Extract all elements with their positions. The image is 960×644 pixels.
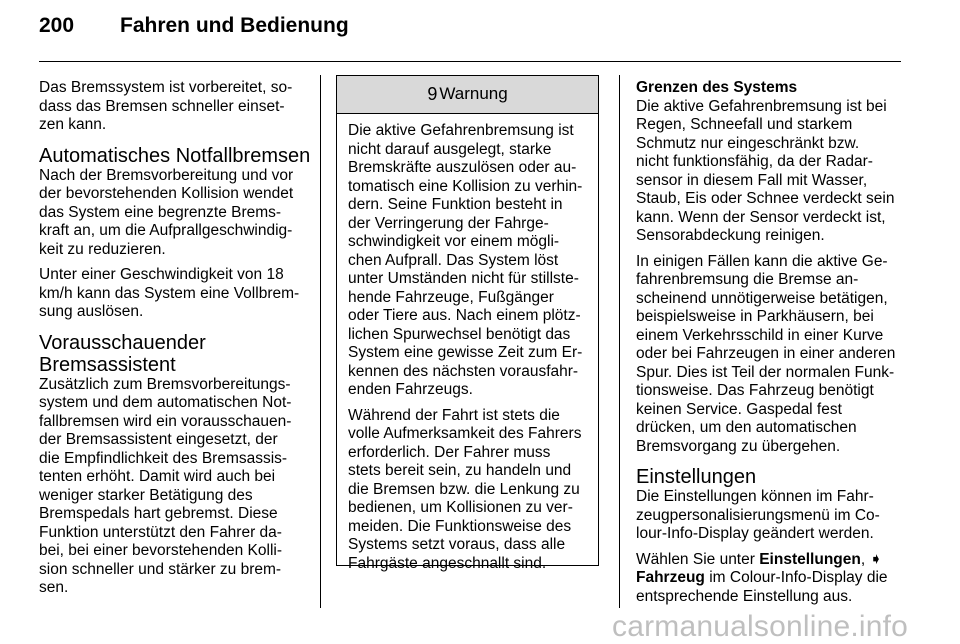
warning-box (336, 75, 599, 572)
menu-arrow-icon: ➧ (869, 550, 883, 568)
warning-icon: 9 (427, 84, 438, 105)
heading-grenzen: Grenzen des Systems (636, 79, 798, 96)
column-divider-right (619, 75, 620, 608)
warning-header (337, 76, 598, 114)
einstellungen-paragraph-2: Wählen Sie unter Einstellungen, ➧ Fahrzeug im Colour-Info-Display die entsprechende Einstellung aus. (636, 550, 888, 605)
menu-path-einstellungen: Einstellungen (759, 550, 861, 568)
heading-einstellungen: Einstellungen (636, 466, 757, 488)
page-number: 200 (39, 14, 75, 37)
heading-notbremsen: Automatisches Notfallbremsen (39, 144, 311, 167)
header-rule (39, 61, 901, 62)
notbremsen-paragraph-2: Unter einer Geschwindigkeit von 18 km/h kann das System eine Vollbrem- sung auslösen. (39, 266, 300, 320)
notbremsen-paragraph-1: Nach der Bremsvorbereitung und vor der bevorstehenden Kollision wendet das System eine begrenzte Brems- kraft an, um die Aufprallgeschwindig- keit zu reduzieren. (39, 166, 294, 258)
heading-bremsassistent: Vorausschauender Bremsassistent (39, 331, 206, 376)
grenzen-paragraph-2: In einigen Fällen kann die aktive Ge- fahrenbremsung die Bremse an- scheinend unnötigerweise betätigen, beispielsweise in Parkhäusern, bei einem Verkehrsschild in einer Kurve oder bei Fahrzeugen in einer anderen Spur. Dies ist Teil der normalen Funk- tionsweise. Das Fahrzeug benötigt keinen Service. Gaspedal fest drücken, um den automatischen Bremsvorgang zu übergehen. (636, 252, 896, 455)
warning-paragraph-1: Die aktive Gefahrenbremsung ist nicht darauf ausgelegt, starke Bremskräfte auszulösen oder au- tomatisch eine Kollision zu verhin- dern. Seine Funktion besteht in der Verringerung der Fahrge- schwindigkeit vor einem mögli- chen Aufprall. Das System löst unter Umständen nicht für stillste- hende Fahrzeuge, Fußgänger oder Tiere aus. Nach einem plötz- lichen Spurwechsel benötigt das System eine gewisse Zeit zum Er- kennen des nächsten vorausfahr- enden Fahrzeugs. (348, 122, 583, 398)
bremsassistent-paragraph: Zusätzlich zum Bremsvorbereitungs- system und dem automatischen Not- fallbremsen wird ein vorausschauen- der Bremsassistent eingesetzt, der die Empfindlichkeit des Bremsassis- tenten erhöht. Damit wird auch bei weniger starker Betätigung des Bremspedals hart gebremst. Diese Funktion unterstützt den Fahrer da- bei, bei einer bevorstehenden Kolli- sion schneller und stärker zu brem- sen. (39, 375, 292, 596)
warning-body (337, 114, 598, 573)
intro-paragraph: Das Bremssystem ist vorbereitet, so- dass das Bremsen schneller einset- zen kann. (39, 79, 293, 133)
grenzen-paragraph-1: Die aktive Gefahrenbremsung ist bei Regen, Schneefall und starkem Schmutz nur eingeschränkt bzw. nicht funktionsfähig, da der Radar- sensor in diesem Fall mit Wasser, Staub, Eis oder Schnee verdeckt sein kann. Wenn der Sensor verdeckt ist, Sensorabdeckung reinigen. (636, 97, 895, 244)
watermark: carmanualsonline.info (612, 610, 909, 643)
warning-paragraph-2: Während der Fahrt ist stets die volle Aufmerksamkeit des Fahrers erforderlich. Der Fahrer muss stets bereit sein, zu handeln und die Bremsen bzw. die Lenkung zu bedienen, um Kollisionen zu ver- meiden. Die Funktionsweise des Systems setzt voraus, dass alle Fahrgäste angeschnallt sind. (348, 406, 582, 572)
right-column (636, 79, 902, 613)
left-column (39, 79, 311, 605)
menu-path-fahrzeug: Fahrzeug (636, 569, 705, 586)
einstellungen-paragraph-1: Die Einstellungen können im Fahr- zeugpersonalisierungsmenü im Co- lour-Info-Display geändert werden. (636, 488, 880, 542)
column-divider-left (320, 75, 321, 608)
warning-title: Warnung (439, 84, 508, 104)
chapter-title: Fahren und Bedienung (120, 14, 349, 37)
